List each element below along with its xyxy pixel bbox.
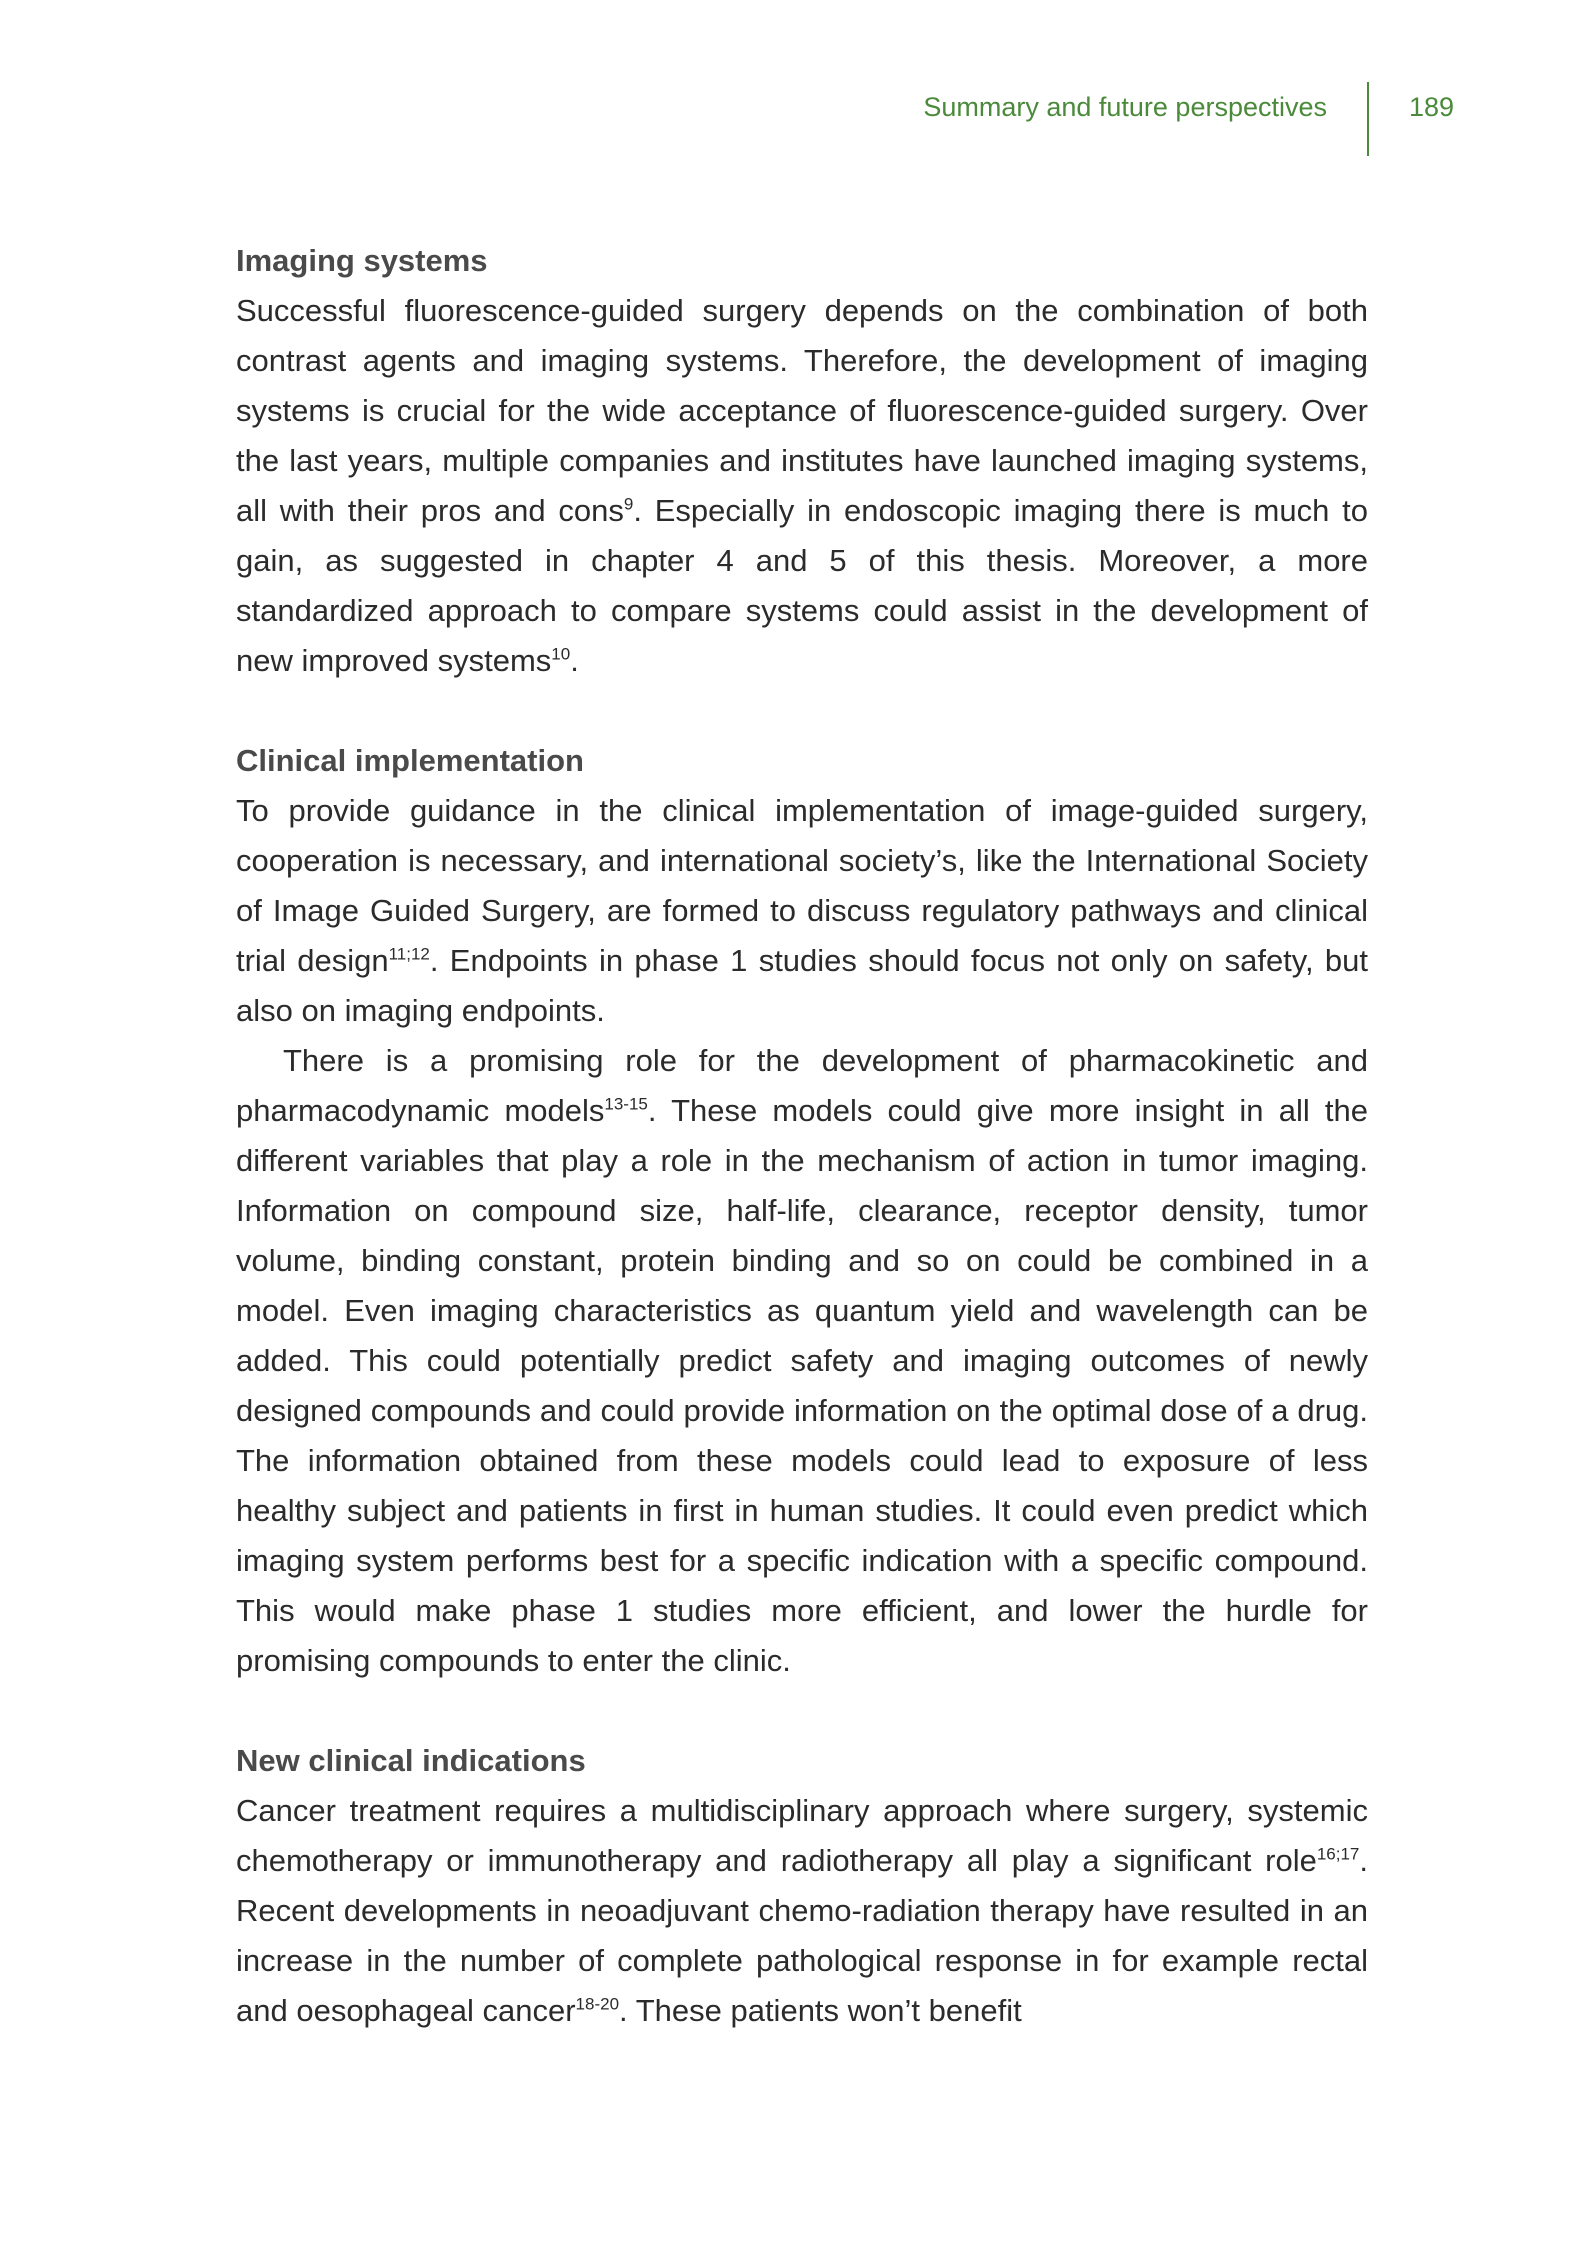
text-run: There is a promising role for the development of pharmacokinetic and pharmacodynamic models: [236, 1043, 1368, 1128]
running-header: [0, 92, 1593, 162]
citation-ref: 16;17: [1316, 1844, 1360, 1864]
running-title: Summary and future perspectives: [923, 92, 1327, 122]
header-divider: [1367, 82, 1369, 156]
text-run: . These models could give more insight in all the different variables that play a role in the mechanism of action in tumor imaging. Information on compound size, half-life, clearance, receptor density, tumor volume, binding constant, protein binding and so on could be combined in a model. Even imaging characteristics as quantum yield and wavelength can be added. This could potentially predict safety and imaging outcomes of newly designed compounds and could provide information on the optimal dose of a drug. The information obtained from these models could lead to exposure of less healthy subject and patients in first in human studies. It could even predict which imaging system performs best for a specific indication with a specific compound. This would make phase 1 studies more efficient, and lower the hurdle for promising compounds to enter the clinic.: [236, 1093, 1368, 1678]
citation-ref: 18-20: [575, 1994, 620, 2014]
paragraph: [236, 786, 1368, 1036]
section-clinical-implementation: [236, 736, 1368, 1686]
paragraph: [236, 1036, 1368, 1686]
section-heading: New clinical indications: [236, 1743, 586, 1778]
paragraph: [236, 1786, 1368, 2036]
section-heading: Imaging systems: [236, 243, 488, 278]
citation-ref: 10: [551, 644, 571, 664]
section-imaging-systems: [236, 236, 1368, 686]
text-run: To provide guidance in the clinical implementation of image-guided surgery, cooperation is necessary, and international society’s, like the International Society of Image Guided Surgery, are formed to discuss regulatory pathways and clinical trial design: [236, 793, 1368, 978]
paragraph: [236, 286, 1368, 686]
text-run: . Endpoints in phase 1 studies should focus not only on safety, but also on imaging endpoints.: [236, 943, 1368, 1028]
text-run: . Especially in endoscopic imaging there is much to gain, as suggested in chapter 4 and 5 of this thesis. Moreover, a more standardized approach to compare systems could assist in the development of new improved systems: [236, 493, 1368, 678]
citation-ref: 11;12: [388, 944, 430, 964]
text-run: . These patients won’t benefit: [619, 1993, 1022, 2028]
citation-ref: 9: [623, 494, 634, 514]
text-run: .: [570, 643, 579, 678]
text-run: Successful fluorescence-guided surgery depends on the combination of both contrast agents and imaging systems. Therefore, the development of imaging systems is crucial for the wide acceptance of fluorescence-guided surgery. Over the last years, multiple companies and institutes have launched imaging systems, all with their pros and cons: [236, 293, 1368, 528]
text-run: Cancer treatment requires a multidisciplinary approach where surgery, systemic chemotherapy or immunotherapy and radiotherapy all play a significant role: [236, 1793, 1368, 1878]
text-run: . Recent developments in neoadjuvant chemo-radiation therapy have resulted in an increase in the number of complete pathological response in for example rectal and oesophageal cancer: [236, 1843, 1368, 2028]
page-number: 189: [1409, 92, 1455, 122]
page-body: [236, 236, 1368, 2086]
section-new-clinical-indications: [236, 1736, 1368, 2036]
citation-ref: 13-15: [604, 1094, 648, 1114]
section-heading: Clinical implementation: [236, 743, 584, 778]
